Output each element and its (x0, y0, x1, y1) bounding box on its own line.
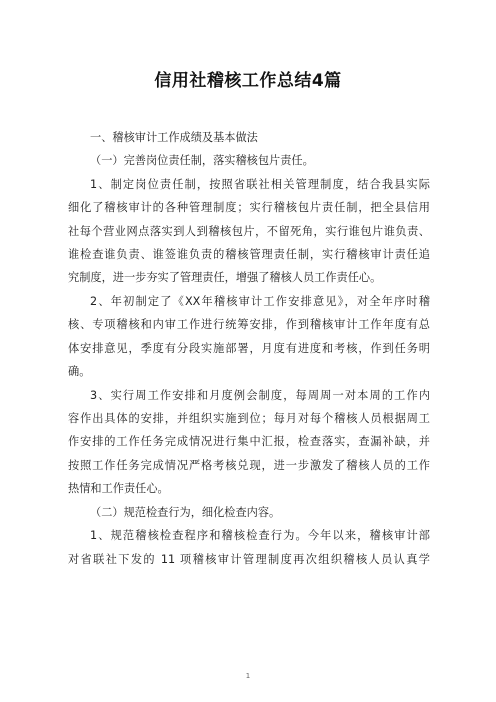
paragraph-line: 谁检查谁负责、谁签谁负责的稽核管理责任制，实行稽核审计责任追 (68, 248, 430, 261)
paragraph-line: 究制度，进一步夯实了管理责任，增强了稽核人员工作责任心。 (68, 271, 382, 284)
paragraph-line: 3、实行周工作安排和月度例会制度，每周周一对本周的工作内 (90, 389, 430, 402)
paragraph-line: 2、年初制定了《XX年稽核审计工作安排意见》，对全年序时稽 (90, 295, 430, 308)
paragraph-line: 对省联社下发的 11 项稽核审计管理制度再次组织稽核人员认真学 (68, 553, 430, 566)
paragraph-line: 社每个营业网点落实到人到稽核包片，不留死角，实行谁包片谁负责、 (68, 225, 430, 238)
subsection-heading: （一）完善岗位责任制，落实稽核包片责任。 (90, 154, 314, 167)
paragraph-line: 核、专项稽核和内审工作进行统筹安排，作到稽核审计工作年度有总 (68, 318, 430, 331)
document-title: 信用社稽核工作总结4篇 (154, 71, 342, 91)
paragraph-line: 热情和工作责任心。 (68, 482, 169, 495)
section-heading: 一、稽核审计工作成绩及基本做法 (90, 131, 258, 144)
paragraph-line: 1、制定岗位责任制，按照省联社相关管理制度，结合我县实际 (90, 178, 430, 191)
paragraph-line: 按照工作任务完成情况严格考核兑现，进一步激发了稽核人员的工作 (68, 459, 430, 472)
paragraph-line: 细化了稽核审计的各种管理制度；实行稽核包片责任制，把全县信用 (68, 201, 430, 214)
paragraph-line: 体安排意见，季度有分段实施部署，月度有进度和考核，作到任务明 (68, 342, 430, 355)
paragraph-line: 1、规范稽核检查程序和稽核检查行为。今年以来，稽核审计部 (90, 529, 430, 542)
paragraph-line: 确。 (68, 365, 91, 378)
subsection-heading: （二）规范检查行为，细化检查内容。 (90, 506, 281, 519)
paragraph-line: 容作出具体的安排，并组织实施到位；每月对每个稽核人员根据周工 (68, 412, 430, 425)
page-number: 1 (245, 672, 251, 680)
paragraph-line: 作安排的工作任务完成情况进行集中汇报，检查落实，查漏补缺，并 (68, 435, 430, 448)
